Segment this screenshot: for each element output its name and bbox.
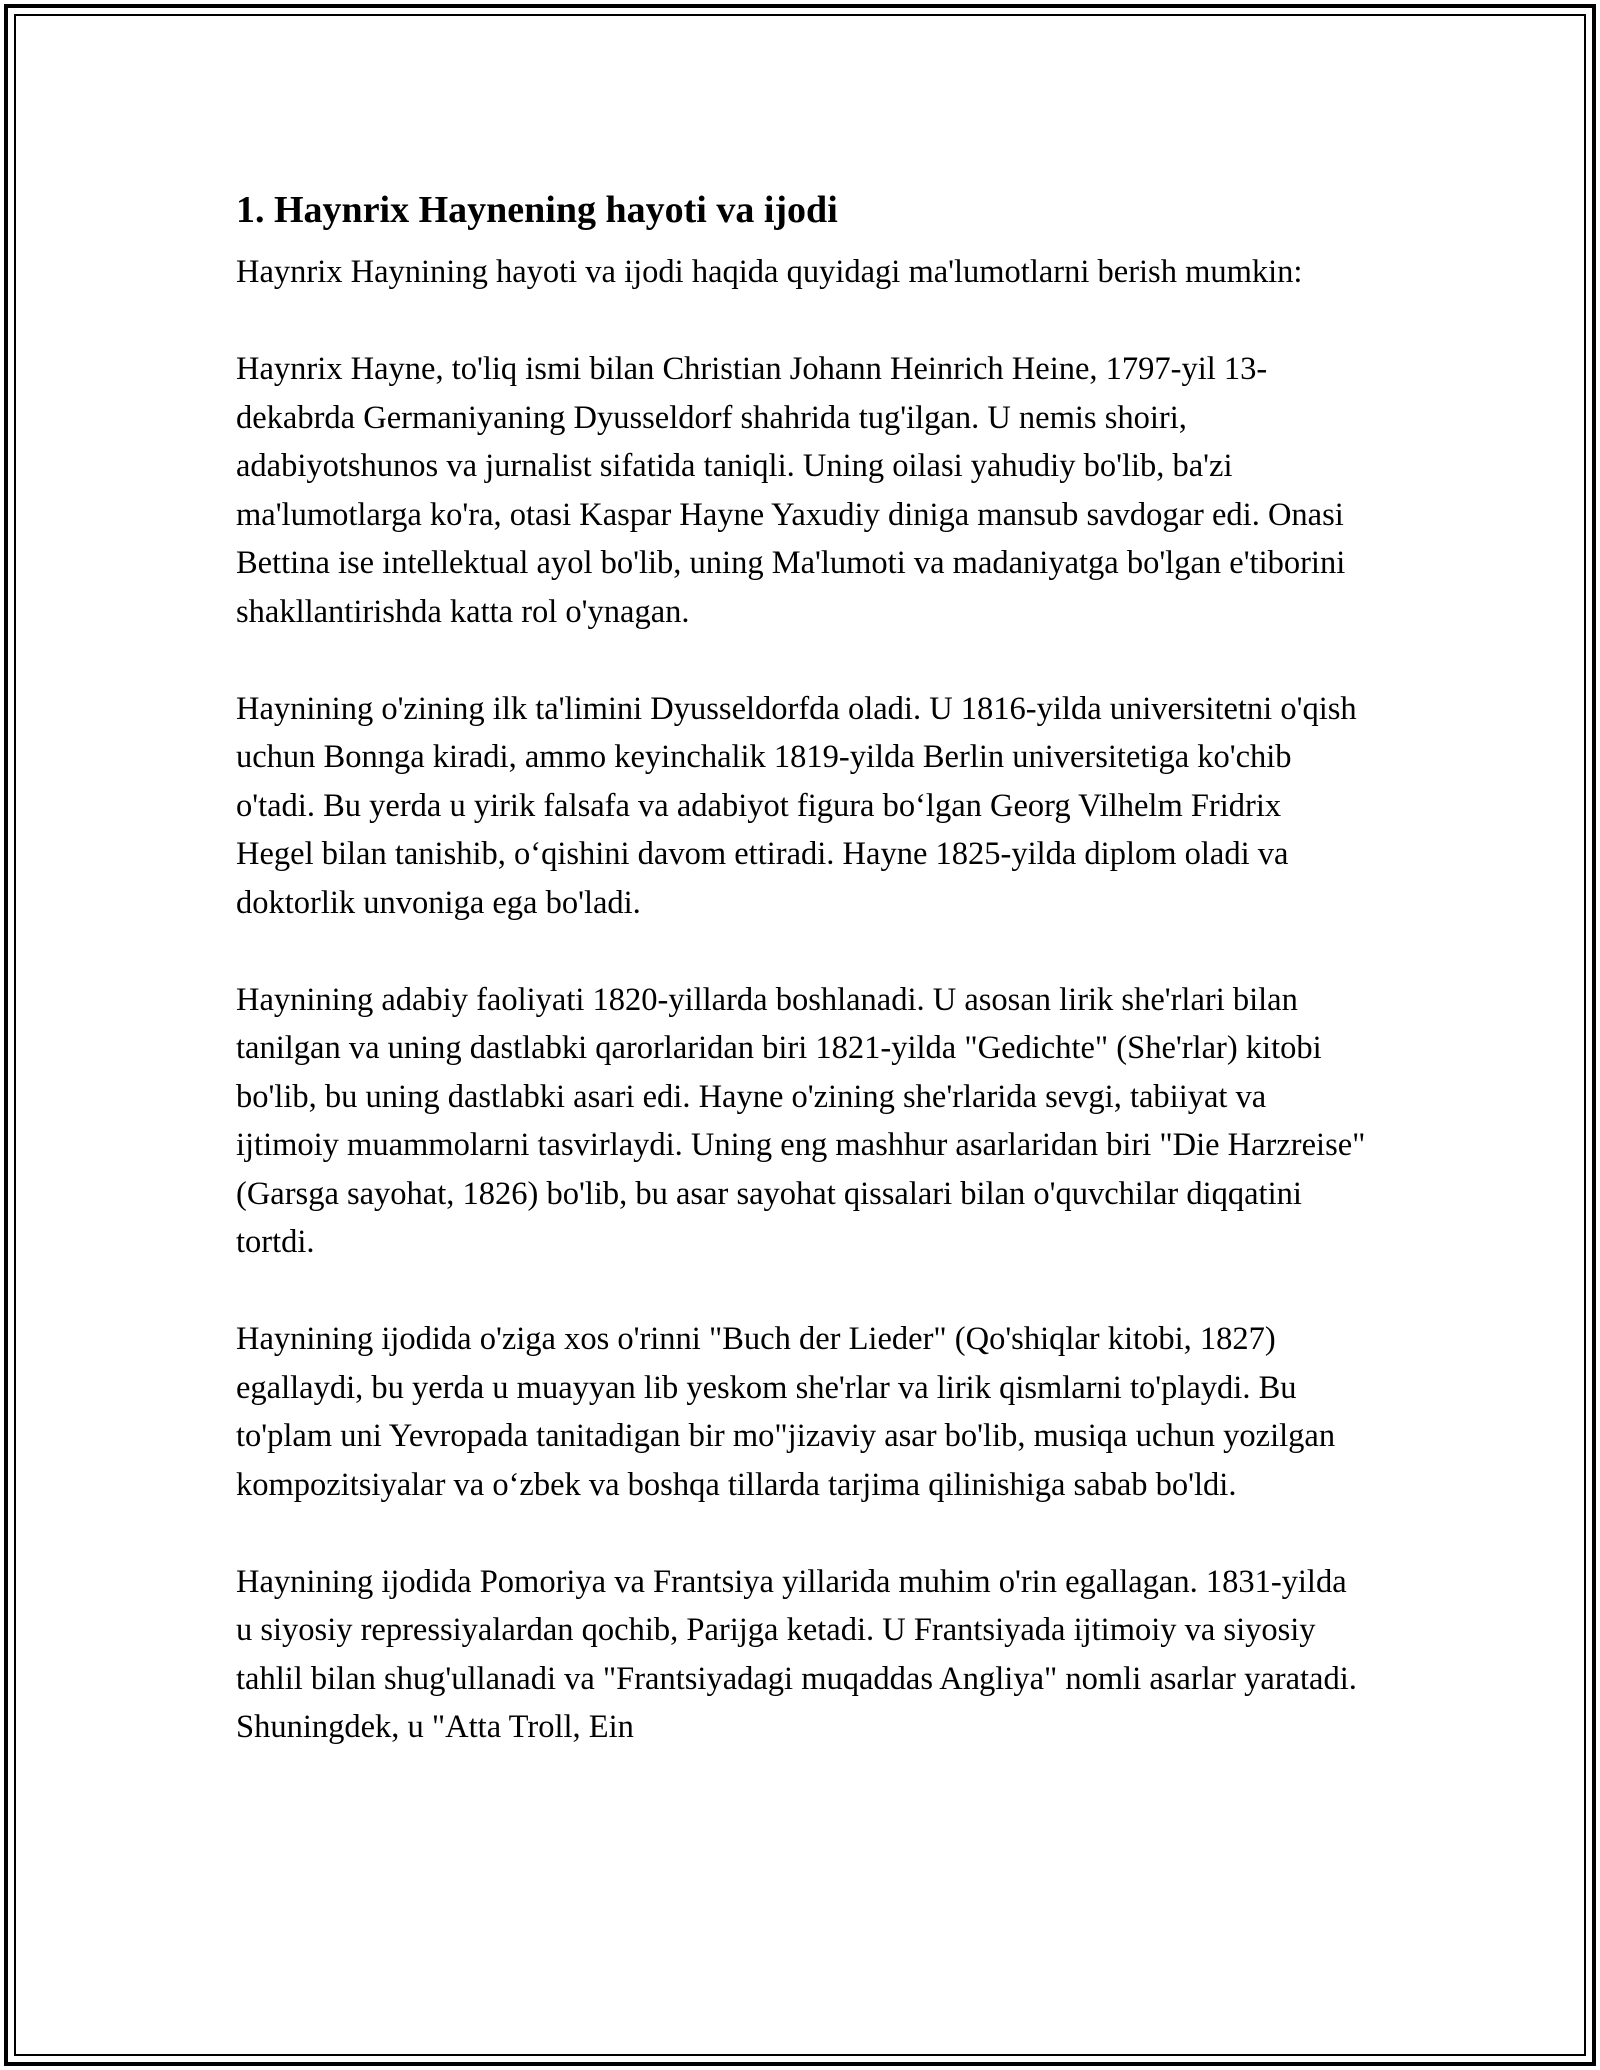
buch-der-lieder-paragraph: Haynining ijodida o'ziga xos o'rinni "Buch der Lieder" (Qo'shiqlar kitobi, 1827) egallaydi, bu yerda u muayyan lib yeskom she'rlar va lirik qismlarni to'playdi. Bu to'plam uni Yevropada tanitadigan bir mo"jizaviy asar bo'lib, musiqa uchun yozilgan kompozitsiyalar va o‘zbek va boshqa tillarda tarjima qilinishiga sabab bo'ldi.: [236, 1321, 1336, 1503]
france-years-paragraph: Haynining ijodida Pomoriya va Frantsiya yillarida muhim o'rin egallagan. 1831-yilda u siyosiy repressiyalardan qochib, Parijga ketadi. U Frantsiyada ijtimoiy va siyosiy tahlil bilan shug'ullanadi va "Frantsiyadagi muqaddas Angliya" nomli asarlar yaratadi. Shuningdek, u "Atta Troll, Ein: [236, 1563, 1357, 1745]
literary-activity-paragraph: Haynining adabiy faoliyati 1820-yillarda boshlanadi. U asosan lirik she'rlari bilan tanilgan va uning dastlabki qarorlaridan biri 1821-yilda "Gedichte" (She'rlar) kitobi bo'lib, bu uning dastlabki asari edi. Hayne o'zining she'rlarida sevgi, tabiiyat va ijtimoiy muammolarni tasvirlaydi. Uning eng mashhur asarlaridan biri "Die Harzreise" (Garsga sayohat, 1826) bo'lib, bu asar sayohat qissalari bilan o'quvchilar diqqatini tortdi.: [236, 981, 1366, 1260]
document-body: [236, 186, 1366, 1800]
education-paragraph: Haynining o'zining ilk ta'limini Dyusseldorfda oladi. U 1816-yilda universitetni o'qish uchun Bonnga kiradi, ammo keyinchalik 1819-yilda Berlin universitetiga ko'chib o'tadi. Bu yerda u yirik falsafa va adabiyot figura bo‘lgan Georg Vilhelm Fridrix Hegel bilan tanishib, o‘qishini davom ettiradi. Hayne 1825-yilda diplom oladi va doktorlik unvoniga ega bo'ladi.: [236, 690, 1357, 921]
biography-paragraph: Haynrix Hayne, to'liq ismi bilan Christian Johann Heinrich Heine, 1797-yil 13-dekabrda Germaniyaning Dyusseldorf shahrida tug'ilgan. U nemis shoiri, adabiyotshunos va jurnalist sifatida taniqli. Uning oilasi yahudiy bo'lib, ba'zi ma'lumotlarga ko'ra, otasi Kaspar Hayne Yaxudiy diniga mansub savdogar edi. Onasi Bettina ise intellektual ayol bo'lib, uning Ma'lumoti va madaniyatga bo'lgan e'tiborini shakllantirishda katta rol o'ynagan.: [236, 351, 1346, 630]
section-heading: 1. Haynrix Haynening hayoti va ijodi: [236, 189, 838, 231]
intro-paragraph: Haynrix Haynining hayoti va ijodi haqida quyidagi ma'lumotlarni berish mumkin:: [236, 254, 1303, 290]
